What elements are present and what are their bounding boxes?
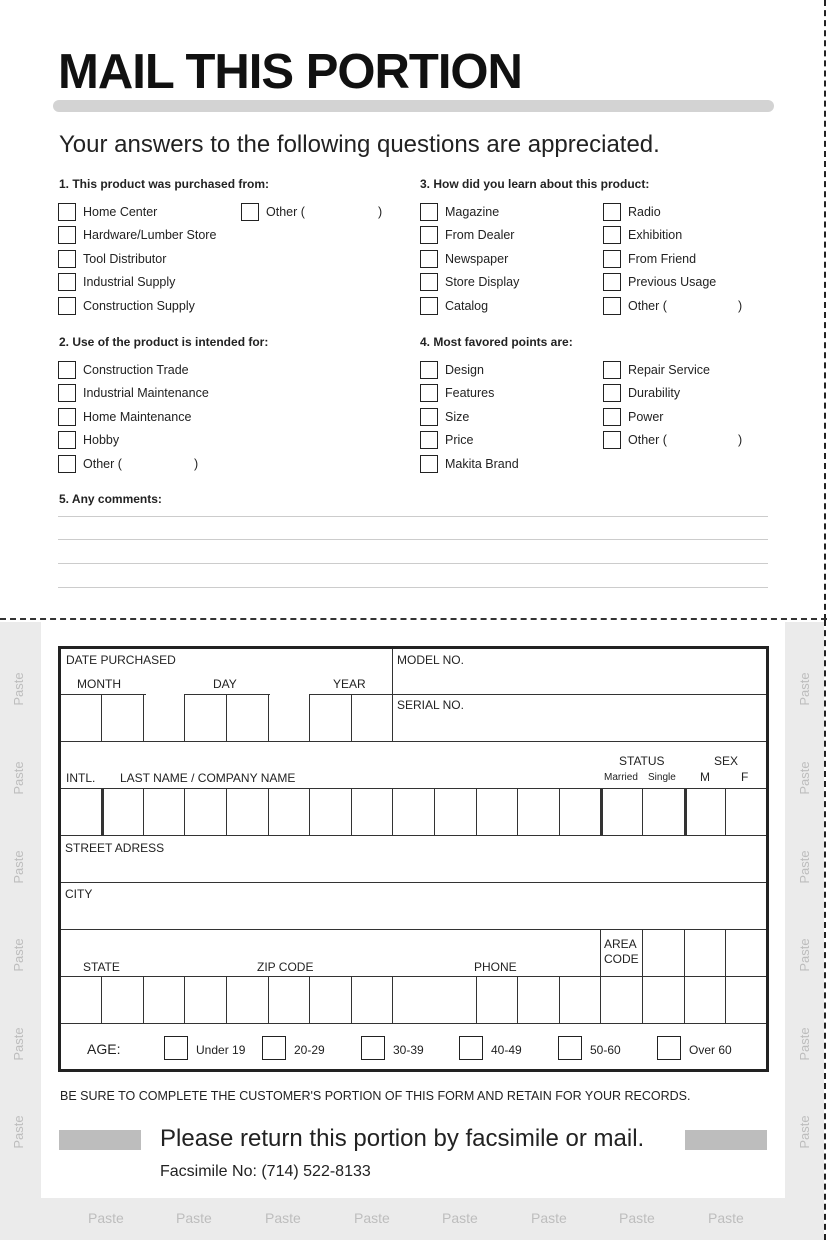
sex-m-label: M [700,770,710,784]
paste-label: Paste [442,1210,478,1226]
form-line [61,976,766,977]
form-line [392,976,393,1023]
form-line [476,976,477,1023]
paste-label: Paste [11,938,26,972]
age-checkbox[interactable] [164,1036,188,1060]
checkbox[interactable] [603,297,621,315]
age-label: AGE: [87,1041,121,1057]
page-subtitle: Your answers to the following questions are appreciated. [59,131,660,158]
form-line [268,788,269,835]
form-line [642,929,643,1023]
form-line [351,694,352,741]
q3-option[interactable]: Magazine [420,203,499,221]
checkbox[interactable] [603,408,621,426]
page-title: MAIL THIS PORTION [58,45,522,99]
q5-heading: 5. Any comments: [59,492,162,506]
form-line [309,694,310,741]
checkbox[interactable] [58,273,76,291]
year-label: YEAR [333,677,366,691]
form-line [226,694,227,741]
q1-option[interactable]: Tool Distributor [58,250,166,268]
form-line [309,788,310,835]
checkbox[interactable] [420,361,438,379]
form-line [184,788,185,835]
comment-line[interactable] [58,539,768,540]
area-code-label-2: CODE [604,952,639,966]
checkbox[interactable] [603,226,621,244]
paste-label: Paste [797,761,812,795]
date-purchased-label: DATE PURCHASED [66,653,176,667]
form-line [268,694,269,741]
age-option-label: Under 19 [196,1043,246,1057]
comment-line[interactable] [58,516,768,517]
q1-other-close: ) [378,205,383,219]
form-line [143,694,144,741]
married-label: Married [604,772,638,783]
form-line [226,976,227,1023]
checkbox[interactable] [603,384,621,402]
form-line [394,694,766,695]
q4-option[interactable]: Repair Service [603,361,710,379]
paste-label: Paste [88,1210,124,1226]
q2-option[interactable]: Construction Trade [58,361,189,379]
form-line [61,788,766,789]
q3-heading: 3. How did you learn about this product: [420,177,650,191]
q1-option[interactable]: Home Center [58,203,157,221]
form-line [101,976,102,1023]
q3-option-other[interactable]: Other ( [603,297,667,315]
age-checkbox[interactable] [558,1036,582,1060]
registration-form [58,646,769,1072]
paste-label: Paste [11,761,26,795]
paste-label: Paste [11,672,26,706]
q4-option[interactable]: Design [420,361,484,379]
form-line [309,694,394,695]
form-line [600,929,601,1023]
form-line [517,788,518,835]
checkbox[interactable] [58,455,76,473]
form-line [143,788,144,835]
paste-label: Paste [265,1210,301,1226]
paste-label: Paste [11,850,26,884]
age-checkbox[interactable] [657,1036,681,1060]
q2-option[interactable]: Home Maintenance [58,408,191,426]
q2-option[interactable]: Industrial Maintenance [58,384,209,402]
age-checkbox[interactable] [262,1036,286,1060]
comment-line[interactable] [58,587,768,588]
q3-option[interactable]: Previous Usage [603,273,716,291]
return-bar-right [685,1130,767,1150]
q1-heading: 1. This product was purchased from: [59,177,270,191]
checkbox[interactable] [58,408,76,426]
paste-label: Paste [797,672,812,706]
form-line [143,976,144,1023]
q4-option[interactable]: Features [420,384,494,402]
q1-option[interactable]: Construction Supply [58,297,195,315]
form-line [392,788,393,835]
form-line [309,976,310,1023]
q3-option[interactable]: Radio [603,203,661,221]
form-line [101,788,104,835]
form-line [61,694,146,695]
checkbox[interactable] [603,273,621,291]
retain-note: BE SURE TO COMPLETE THE CUSTOMER'S PORTION OF THIS FORM AND RETAIN FOR YOUR RECORDS. [60,1089,691,1103]
q3-option[interactable]: Newspaper [420,250,508,268]
state-label: STATE [83,960,120,974]
q3-option[interactable]: From Friend [603,250,696,268]
form-line [61,882,766,883]
paste-label: Paste [176,1210,212,1226]
paste-margin-bottom [41,1198,785,1240]
checkbox[interactable] [420,297,438,315]
form-line [61,929,766,930]
q3-option[interactable]: Store Display [420,273,519,291]
q4-option[interactable]: Price [420,431,473,449]
form-line [725,929,726,1023]
form-line [517,976,518,1023]
status-label: STATUS [619,754,665,768]
form-line [559,788,560,835]
return-bar-left [59,1130,141,1150]
checkbox[interactable] [58,297,76,315]
form-line [184,976,185,1023]
form-line [642,788,643,835]
form-line [226,788,227,835]
q3-option[interactable]: Exhibition [603,226,682,244]
form-line [351,788,352,835]
form-line [61,741,766,742]
q3-other-close: ) [738,299,743,313]
q1-option[interactable]: Hardware/Lumber Store [58,226,216,244]
checkbox[interactable] [58,384,76,402]
form-line [434,788,435,835]
q4-option[interactable]: Size [420,408,469,426]
q2-option-other[interactable]: Other ( [58,455,122,473]
q4-option[interactable]: Durability [603,384,680,402]
checkbox[interactable] [603,431,621,449]
q4-heading: 4. Most favored points are: [420,335,573,349]
street-label: STREET ADRESS [65,841,165,855]
paste-label: Paste [619,1210,655,1226]
checkbox[interactable] [603,250,621,268]
checkbox[interactable] [420,203,438,221]
q4-option[interactable]: Makita Brand [420,455,519,473]
month-label: MONTH [77,677,121,691]
q3-option[interactable]: Catalog [420,297,488,315]
form-line [268,976,269,1023]
age-checkbox[interactable] [361,1036,385,1060]
cut-line-vertical-top [824,0,826,620]
form-line [61,1023,766,1024]
form-line [684,929,685,1023]
checkbox[interactable] [58,250,76,268]
checkbox[interactable] [420,408,438,426]
form-line [725,788,726,835]
form-line [184,694,270,695]
paste-label: Paste [354,1210,390,1226]
paste-label: Paste [797,938,812,972]
form-line [101,694,102,741]
cut-line-vertical-bottom [824,620,826,1240]
age-option-label: 40-49 [491,1043,522,1057]
q1-option-other[interactable]: Other ( [241,203,305,221]
age-option-label: 50-60 [590,1043,621,1057]
day-label: DAY [213,677,237,691]
checkbox[interactable] [420,384,438,402]
q2-other-close: ) [194,457,199,471]
form-line [476,788,477,835]
q3-option[interactable]: From Dealer [420,226,514,244]
form-line [392,649,393,741]
checkbox[interactable] [420,226,438,244]
age-checkbox[interactable] [459,1036,483,1060]
checkbox[interactable] [420,431,438,449]
checkbox[interactable] [58,226,76,244]
city-label: CITY [65,887,93,901]
q2-heading: 2. Use of the product is intended for: [59,335,269,349]
intl-label: INTL. [66,771,96,785]
single-label: Single [648,772,676,783]
age-option-label: Over 60 [689,1043,732,1057]
title-underline [53,100,774,112]
checkbox[interactable] [58,203,76,221]
paste-label: Paste [11,1115,26,1149]
q4-option-other[interactable]: Other ( [603,431,667,449]
q4-option[interactable]: Power [603,408,663,426]
q4-other-close: ) [738,433,743,447]
age-option-label: 20-29 [294,1043,325,1057]
sex-f-label: F [741,770,749,784]
checkbox[interactable] [603,361,621,379]
last-name-label: LAST NAME / COMPANY NAME [120,771,296,785]
sex-label: SEX [714,754,739,768]
phone-label: PHONE [474,960,517,974]
paste-label: Paste [531,1210,567,1226]
return-instruction: Please return this portion by facsimile or mail. [160,1125,645,1152]
checkbox[interactable] [603,203,621,221]
paste-label: Paste [797,850,812,884]
serial-no-label: SERIAL NO. [397,698,464,712]
age-option-label: 30-39 [393,1043,424,1057]
q2-option[interactable]: Hobby [58,431,119,449]
q1-option[interactable]: Industrial Supply [58,273,175,291]
form-line [559,976,560,1023]
model-no-label: MODEL NO. [397,653,464,667]
checkbox[interactable] [420,250,438,268]
cut-line-horizontal [0,618,827,620]
form-line [351,976,352,1023]
paste-label: Paste [797,1027,812,1061]
paste-label: Paste [708,1210,744,1226]
form-line [684,788,687,835]
paste-label: Paste [11,1027,26,1061]
form-line [184,694,185,741]
checkbox[interactable] [241,203,259,221]
paste-label: Paste [797,1115,812,1149]
facsimile-number: Facsimile No: (714) 522-8133 [160,1163,371,1180]
form-line [600,788,603,835]
checkbox[interactable] [420,455,438,473]
zip-code-label: ZIP CODE [257,960,314,974]
checkbox[interactable] [420,273,438,291]
checkbox[interactable] [58,361,76,379]
form-line [61,835,766,836]
comment-line[interactable] [58,563,768,564]
area-code-label-1: AREA [604,937,637,951]
checkbox[interactable] [58,431,76,449]
